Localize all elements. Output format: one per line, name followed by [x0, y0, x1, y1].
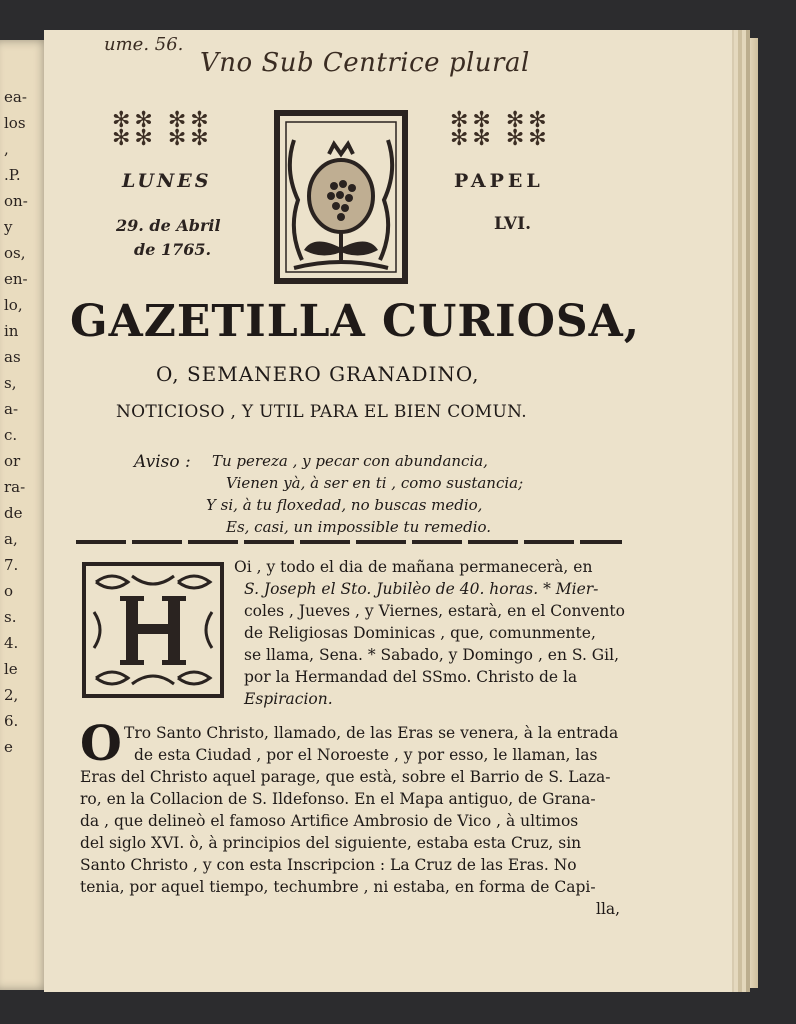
paragraph1-line-1: Oi , y todo el dia de mañana permanecerà, en [234, 558, 593, 576]
decorated-initial-icon [82, 562, 224, 698]
aviso-label: Aviso : [134, 452, 191, 472]
left-page-text-fragment: e [4, 738, 13, 756]
left-page-text-fragment: a- [4, 400, 19, 418]
paragraph1-line-4: de Religiosas Dominicas , que, comunmente, [244, 624, 596, 642]
paragraph2-line-2: de esta Ciudad , por el Noroeste , y por esso, le llaman, las [134, 746, 598, 764]
left-page-text-fragment: .P. [4, 166, 21, 184]
ornament-stars-left: ✻✻ ✻✻ ✻✻ ✻✻ [112, 108, 213, 151]
date-line-1: 29. de Abril [116, 216, 221, 235]
paragraph1-line-3: coles , Jueves , y Viernes, estarà, en el Convento [244, 602, 625, 620]
date-line-2: de 1765. [134, 240, 212, 259]
ornament-stars-right: ✻✻ ✻✻ ✻✻ ✻✻ [450, 108, 551, 151]
paper-label: PAPEL [454, 170, 544, 192]
paragraph2-initial: O [80, 716, 122, 772]
left-page-text-fragment: or [4, 452, 21, 470]
left-page-text-fragment: 6. [4, 712, 19, 730]
paragraph1-line-5: se llama, Sena. * Sabado, y Domingo , en S. Gil, [244, 646, 620, 664]
left-page-text-fragment: lo, [4, 296, 23, 314]
left-page-text-fragment: on- [4, 192, 28, 210]
paragraph2-line-5: da , que delineò el famoso Artifice Ambrosio de Vico , à ultimos [80, 812, 579, 830]
left-page-fragment [0, 40, 50, 990]
page-title: GAZETILLA CURIOSA, [70, 296, 641, 347]
manuscript-corner-note: ume. 56. [104, 34, 184, 55]
paragraph2-line-6: del siglo XVI. ò, à principios del siguiente, estaba esta Cruz, sin [80, 834, 582, 852]
subtitle-line-1: O, SEMANERO GRANADINO, [156, 362, 480, 386]
paragraph2-line-4: ro, en la Collacion de S. Ildefonso. En el Mapa antiguo, de Grana- [80, 790, 596, 808]
left-page-text-fragment: 2, [4, 686, 19, 704]
paragraph1-line-6: por la Hermandad del SSmo. Christo de la [244, 668, 578, 686]
left-page-text-fragment: s. [4, 608, 17, 626]
aviso-verse-3: Y si, à tu floxedad, no buscas medio, [206, 496, 483, 514]
manuscript-top-note: Vno Sub Centrice plural [200, 48, 530, 78]
left-page-text-fragment: de [4, 504, 23, 522]
left-page-text-fragment: a, [4, 530, 18, 548]
left-page-text-fragment: en- [4, 270, 28, 288]
left-page-text-fragment: o [4, 582, 14, 600]
left-page-text-fragment: los [4, 114, 26, 132]
paragraph2-line-3: Eras del Christo aquel parage, que està, sobre el Barrio de S. Laza- [80, 768, 611, 786]
aviso-verse-2: Vienen yà, à ser en ti , como sustancia; [226, 474, 524, 492]
left-page-text-fragment: y [4, 218, 13, 236]
paragraph2-line-7: Santo Christo , y con esta Inscripcion : La Cruz de las Eras. No [80, 856, 577, 874]
left-page-text-fragment: 4. [4, 634, 19, 652]
divider-rule [76, 540, 622, 544]
subtitle-line-2: NOTICIOSO , Y UTIL PARA EL BIEN COMUN. [116, 402, 527, 422]
left-page-text-fragment: c. [4, 426, 18, 444]
left-page-text-fragment: as [4, 348, 21, 366]
paragraph1-line-7: Espiracion. [244, 690, 333, 708]
left-page-text-fragment: le [4, 660, 18, 678]
left-page-text-fragment: os, [4, 244, 26, 262]
left-page-text-fragment: s, [4, 374, 17, 392]
day-name: LUNES [122, 170, 212, 192]
pomegranate-emblem-icon [274, 110, 408, 284]
left-page-text-fragment: 7. [4, 556, 19, 574]
left-page-text-fragment: in [4, 322, 19, 340]
paragraph2-line-8: tenia, por aquel tiempo, techumbre , ni estaba, en forma de Capi- [80, 878, 596, 896]
left-page-text-fragment: , [4, 140, 9, 158]
paragraph2-line-1: Tro Santo Christo, llamado, de las Eras se venera, à la entrada [124, 724, 619, 742]
paper-number: LVI. [494, 214, 531, 234]
paragraph1-line-2: S. Joseph el Sto. Jubilèo de 40. horas. * Mier- [244, 580, 599, 598]
left-page-text-fragment: ea- [4, 88, 27, 106]
paragraph2-line-9: lla, [596, 900, 621, 918]
left-page-text-fragment: ra- [4, 478, 26, 496]
aviso-verse-1: Tu pereza , y pecar con abundancia, [212, 452, 488, 470]
aviso-verse-4: Es, casi, un impossible tu remedio. [226, 518, 492, 536]
